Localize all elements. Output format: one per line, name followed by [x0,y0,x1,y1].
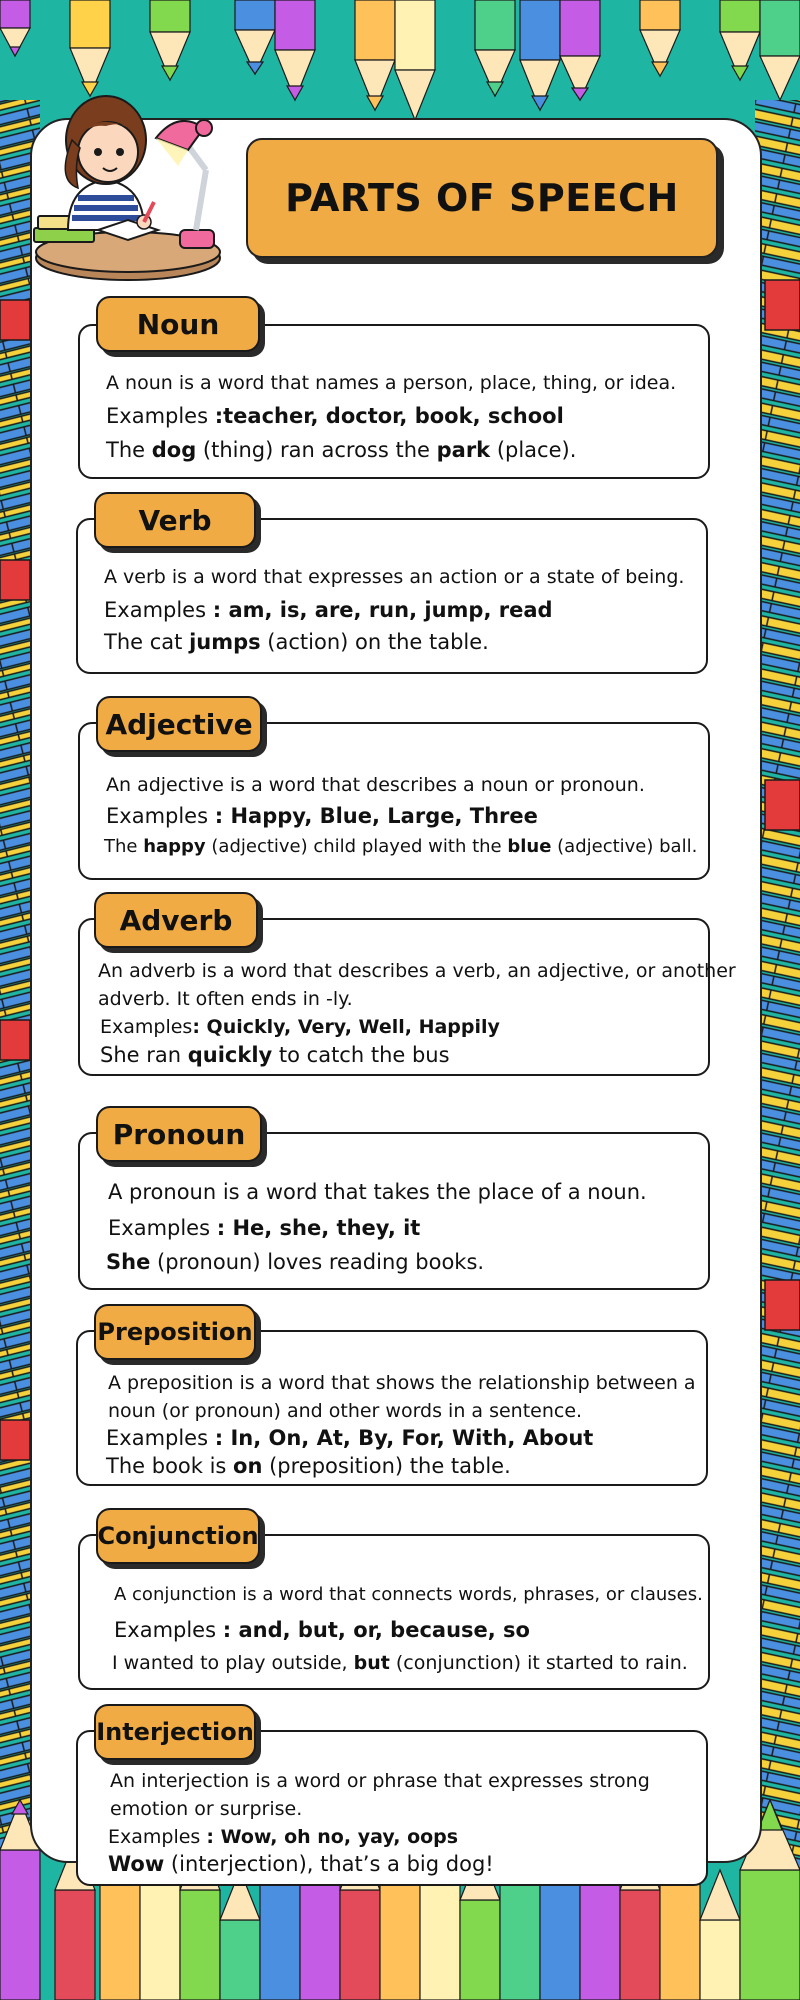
examples-list: :teacher, doctor, book, school [214,404,564,428]
examples-label: Examples [108,1216,217,1240]
sentence-text: (thing) ran across the [196,438,437,462]
sentence-text: (conjunction) it started to rain. [389,1652,688,1674]
highlighted-word: Wow [108,1852,165,1876]
preposition-definition: A preposition is a word that shows the relationship between a [108,1372,696,1394]
label-noun: Noun [96,296,260,352]
examples-list: : He, she, they, it [216,1216,421,1240]
examples-list: : and, but, or, because, so [222,1618,530,1642]
adjective-sentence [104,836,697,857]
examples-list: : Quickly, Very, Well, Happily [192,1016,500,1038]
sentence-text: (adjective) child played with the [205,836,508,857]
examples-list: : Happy, Blue, Large, Three [214,804,538,828]
adverb-examples [100,1016,500,1038]
highlighted-word: jumps [189,630,261,654]
sentence-text: (action) on the table. [260,630,489,654]
adverb-definition: An adverb is a word that describes a verb, an adjective, or another [98,960,736,982]
examples-label: Examples [114,1618,223,1642]
preposition-sentence [106,1454,511,1478]
examples-list: : In, On, At, By, For, With, About [214,1426,594,1450]
examples-label: Examples [100,1016,193,1038]
title-banner [246,138,718,258]
examples-list: : am, is, are, run, jump, read [212,598,553,622]
interjection-examples [108,1826,458,1848]
conjunction-definition: A conjunction is a word that connects words, phrases, or clauses. [114,1584,703,1605]
highlighted-word: but [353,1652,390,1674]
sentence-text: The cat [104,630,190,654]
adverb-sentence [100,1043,450,1067]
interjection-definition-line2: emotion or surprise. [110,1798,303,1820]
sentence-text: The book is [106,1454,234,1478]
label-preposition: Preposition [94,1304,256,1360]
label-pronoun: Pronoun [96,1106,262,1162]
examples-label: Examples [108,1826,207,1848]
page-title: PARTS OF SPEECH [285,176,679,220]
examples-label: Examples [104,598,213,622]
sentence-text: (pronoun) loves reading books. [150,1250,485,1274]
noun-definition: A noun is a word that names a person, place, thing, or idea. [106,372,677,394]
highlighted-word: She [106,1250,151,1274]
noun-examples [106,404,564,428]
verb-sentence [104,630,489,654]
highlighted-word: quickly [187,1043,273,1067]
pronoun-definition: A pronoun is a word that takes the place of a noun. [108,1180,647,1204]
examples-label: Examples [106,404,215,428]
preposition-examples [106,1426,593,1450]
label-adjective: Adjective [96,696,262,752]
sentence-text: I wanted to play outside, [112,1652,354,1674]
sentence-text: (place). [490,438,577,462]
label-interjection: Interjection [94,1704,256,1760]
highlighted-word: dog [151,438,197,462]
examples-list: : Wow, oh no, yay, oops [206,1826,459,1848]
examples-label: Examples [106,1426,215,1450]
preposition-definition-line2: noun (or pronoun) and other words in a sentence. [108,1400,583,1422]
label-conjunction: Conjunction [96,1508,260,1564]
sentence-text: The [104,836,144,857]
pronoun-sentence [106,1250,484,1274]
conjunction-sentence [112,1652,688,1674]
noun-sentence [106,438,576,462]
sentence-text: She ran [100,1043,188,1067]
sentence-text: The [106,438,152,462]
examples-label: Examples [106,804,215,828]
sentence-text: (interjection), that’s a big dog! [164,1852,494,1876]
highlighted-word: park [436,438,491,462]
label-verb: Verb [94,492,256,548]
interjection-sentence [108,1852,494,1876]
verb-examples [104,598,553,622]
adverb-definition-line2: adverb. It often ends in -ly. [98,988,353,1010]
adjective-examples [106,804,538,828]
sentence-text: to catch the bus [272,1043,450,1067]
adjective-definition: An adjective is a word that describes a noun or pronoun. [106,774,645,796]
child-studying-illustration [28,80,238,285]
interjection-definition: An interjection is a word or phrase that expresses strong [110,1770,650,1792]
label-adverb: Adverb [94,892,258,948]
sentence-text: (adjective) ball. [551,836,698,857]
sentence-text: (preposition) the table. [262,1454,511,1478]
pronoun-examples [108,1216,420,1240]
conjunction-examples [114,1618,530,1642]
highlighted-word: on [233,1454,263,1478]
highlighted-word: blue [507,836,552,857]
highlighted-word: happy [143,836,206,857]
verb-definition: A verb is a word that expresses an action or a state of being. [104,566,685,588]
